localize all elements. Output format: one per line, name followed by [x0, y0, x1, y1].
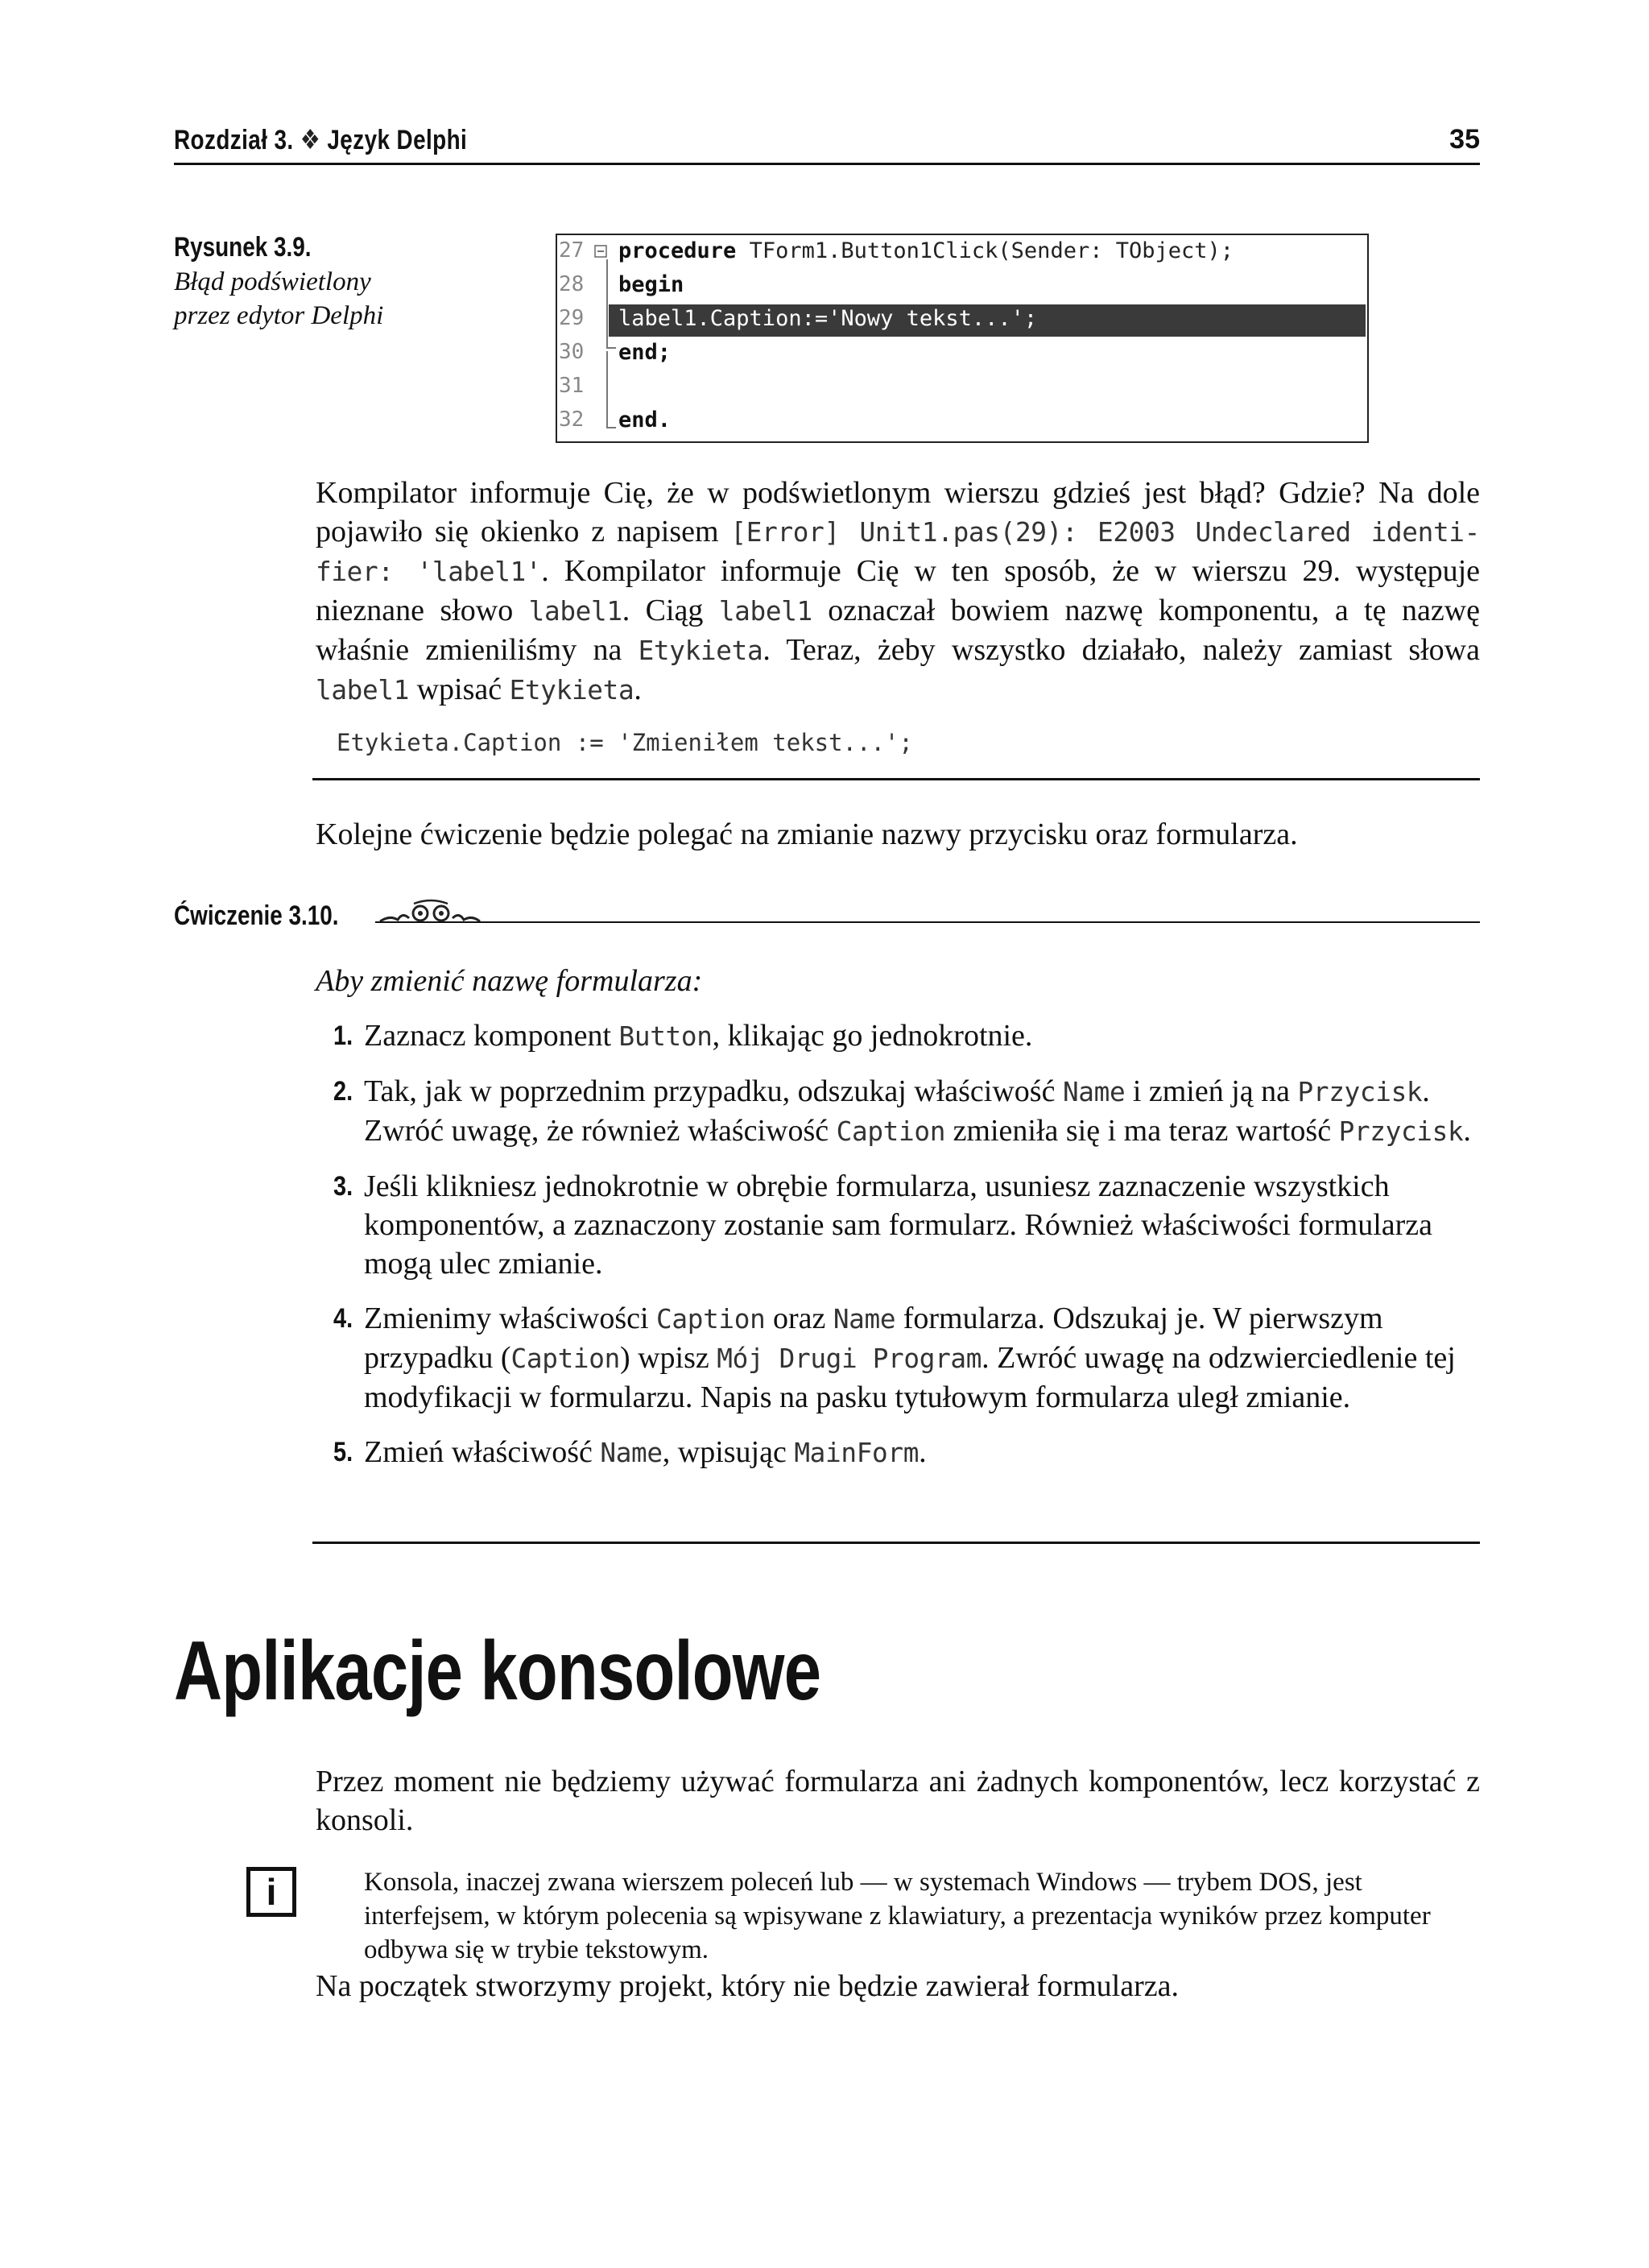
line-number: 32 [559, 408, 585, 432]
list-item [333, 1016, 1480, 1056]
text: Zmień właściwość [364, 1435, 601, 1469]
list-item [333, 1433, 1480, 1472]
fold-tree-line [606, 259, 608, 348]
step-number: 3. [333, 1171, 353, 1202]
figure-caption [174, 232, 432, 333]
text: i zmień ją na [1125, 1074, 1298, 1108]
text: Tak, jak w poprzednim przypadku, odszukaj właściwość [364, 1074, 1063, 1108]
chapter-name: Język Delphi [327, 125, 468, 155]
text: , wpisując [662, 1435, 795, 1469]
fold-tree-tick [606, 347, 616, 349]
text: oraz [765, 1302, 833, 1335]
text: Kompilator informuje Cię, że w podświetlonym wierszu gdzieś jest błąd? Gdzie? Na dole pojawiło się okienko z napisem [316, 476, 1480, 548]
section-intro: Przez moment nie będziemy używać formularza ani żadnych komponentów, lecz korzystać z konsoli. [316, 1765, 1480, 1837]
fold-tree-tick [606, 427, 616, 428]
text: ) wpisz [619, 1341, 717, 1375]
code-example: Etykieta.Caption := 'Zmieniłem tekst...'; [337, 729, 913, 756]
running-header [174, 121, 1480, 165]
chapter-number: Rozdział 3. [174, 125, 294, 155]
text: zmieniła się i ma teraz wartość [945, 1114, 1339, 1148]
line-number: 29 [559, 306, 585, 330]
info-icon: i [246, 1867, 296, 1917]
text: oznaczał bowiem nazwę komponentu, a tę nazwę właśnie zmieniliśmy na [316, 594, 1480, 667]
inline-code: label1 [316, 675, 410, 706]
body-paragraph [316, 474, 1480, 710]
fold-tree-line [606, 351, 608, 428]
inline-code: Mój Drugi Program [717, 1343, 982, 1374]
text: . Zwróć uwagę na odzwierciedlenie tej modyfikacji w formularzu. Napis na pasku tytułowym formularza uległ zmianie. [364, 1341, 1456, 1414]
list-item [333, 1299, 1480, 1417]
figure-description-line: przez edytor Delphi [174, 301, 384, 330]
text: . [1463, 1114, 1471, 1148]
ornament-icon [374, 894, 486, 929]
fold-minus-icon [594, 245, 607, 258]
line-number: 27 [559, 238, 585, 263]
exercise-header [174, 894, 1480, 942]
inline-code: [Error] Unit1.pas(29): E2003 Undeclared identi-fier: 'label1' [316, 517, 1480, 587]
code-line-32: end. [618, 408, 672, 432]
text: Zmienimy właściwości [364, 1302, 657, 1335]
divider [312, 778, 1480, 780]
code-editor-screenshot [556, 234, 1369, 443]
figure-description-line: Błąd podświetlony [174, 267, 371, 296]
line-number: 31 [559, 374, 585, 398]
divider [312, 1542, 1480, 1544]
exercise-steps [333, 1016, 1480, 1488]
inline-code: Etykieta [638, 635, 763, 666]
body-paragraph: Na początek stworzymy projekt, który nie będzie zawierał formularza. [316, 1969, 1179, 2003]
inline-code: Etykieta [509, 675, 634, 706]
page-number: 35 [1449, 124, 1480, 155]
inline-code: label1 [528, 596, 622, 627]
info-note: Konsola, inaczej zwana wierszem poleceń lub — w systemach Windows — trybem DOS, jest interfejsem, w którym polecenia są wpisywane z klawiatury, a prezentacja wyników przez komputer odbywa się w trybie tekstowym. [364, 1868, 1431, 1964]
step-number: 4. [333, 1303, 353, 1334]
inline-code: MainForm [794, 1438, 920, 1468]
list-item [333, 1072, 1480, 1151]
text: . [634, 673, 642, 706]
chapter-title [174, 124, 467, 156]
section-heading: Aplikacje konsolowe [174, 1624, 821, 1718]
list-item [333, 1167, 1480, 1283]
diamond-icon: ❖ [300, 125, 321, 155]
text: . [919, 1435, 927, 1469]
step-number: 5. [333, 1437, 353, 1467]
text: Zaznacz komponent [364, 1019, 619, 1053]
inline-code: Name [833, 1304, 896, 1335]
code-line-30: end; [618, 340, 672, 365]
code-text: TForm1.Button1Click(Sender: TObject); [736, 238, 1234, 263]
text: formularza. Odszukaj je. W pierwszym przypadku ( [364, 1302, 1383, 1375]
figure-description [174, 265, 432, 333]
inline-code: label1 [718, 596, 812, 627]
code-line-29: label1.Caption:='Nowy tekst...'; [618, 306, 1038, 331]
text: . Teraz, żeby wszystko działało, należy zamiast słowa [763, 633, 1480, 667]
keyword: procedure [618, 238, 737, 263]
text: Jeśli klikniesz jednokrotnie w obrębie formularza, usuniesz zaznaczenie wszystkich komponentów, a zaznaczony zostanie sam formularz. Również właściwości formularza mogą ulec zmianie. [364, 1169, 1433, 1281]
exercise-label: Ćwiczenie 3.10. [174, 900, 339, 931]
inline-code: Przycisk [1338, 1116, 1464, 1147]
line-number: 28 [559, 272, 585, 296]
step-number: 1. [333, 1020, 353, 1051]
inline-code: Name [1062, 1077, 1126, 1107]
inline-code: Caption [510, 1343, 620, 1374]
step-number: 2. [333, 1076, 353, 1107]
inline-code: Caption [656, 1304, 766, 1335]
text: , klikając go jednokrotnie. [712, 1019, 1033, 1053]
body-paragraph: Kolejne ćwiczenie będzie polegać na zmianie nazwy przycisku oraz formularza. [316, 817, 1298, 851]
inline-code: Przycisk [1297, 1077, 1423, 1107]
text: . Ciąg [622, 594, 719, 627]
line-number: 30 [559, 340, 585, 364]
code-line-27 [618, 238, 1234, 263]
text: . Zwróć uwagę, że również właściwość [364, 1074, 1430, 1148]
inline-code: Caption [836, 1116, 946, 1147]
exercise-rule [375, 921, 1480, 923]
text: wpisać [409, 673, 510, 706]
inline-code: Button [618, 1021, 713, 1052]
code-line-28: begin [618, 272, 684, 297]
figure-label: Rysunek 3.9. [174, 232, 312, 263]
exercise-lead: Aby zmienić nazwę formularza: [316, 964, 703, 998]
inline-code: Name [600, 1438, 663, 1468]
text: . Kompilator informuje Cię w ten sposób, że w wierszu 29. występuje nieznane słowo [316, 554, 1480, 627]
